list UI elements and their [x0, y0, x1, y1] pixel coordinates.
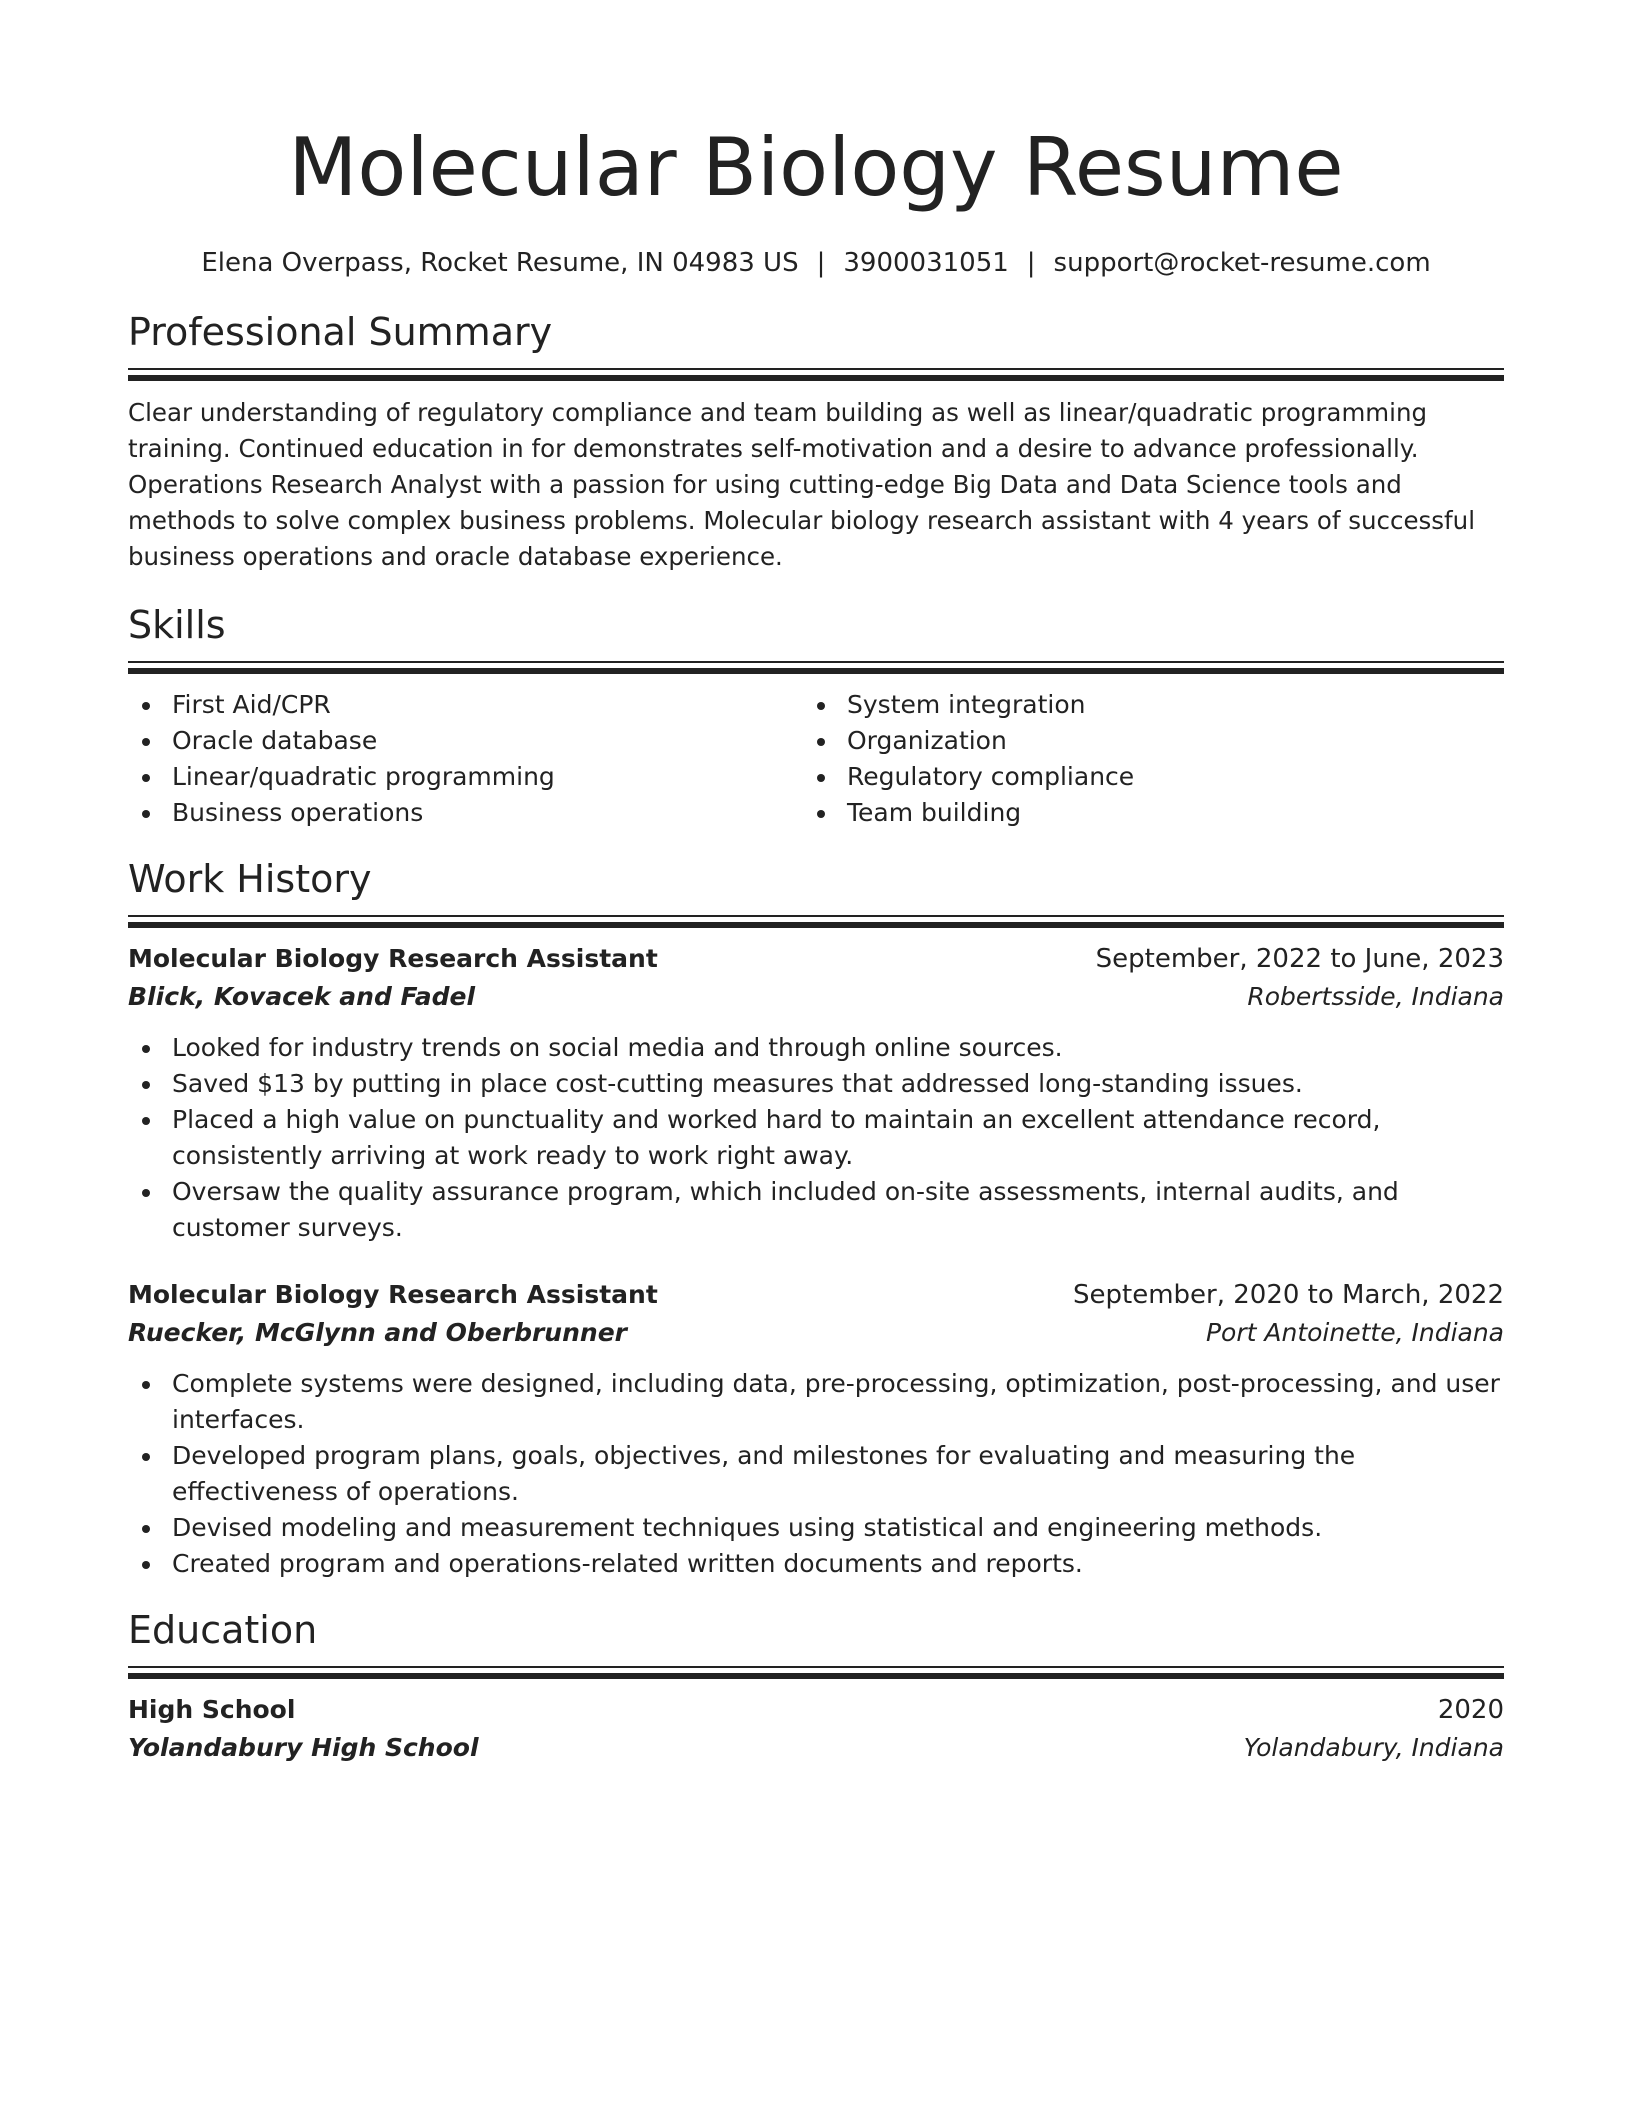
job-bullets	[128, 1030, 1504, 1246]
contact-separator: |	[816, 248, 826, 278]
education-entry	[128, 1691, 1504, 1767]
education-heading: Education	[128, 1608, 318, 1652]
job-location: Port Antoinette, Indiana	[1205, 1318, 1504, 1347]
job-entry	[128, 1276, 1504, 1582]
skill-item: Oracle database	[128, 723, 803, 759]
section-divider	[128, 661, 1504, 674]
section-divider	[128, 1666, 1504, 1679]
education-location: Yolandabury, Indiana	[1243, 1733, 1504, 1762]
job-header-row	[128, 940, 1504, 978]
skills-heading: Skills	[128, 603, 226, 647]
job-bullet: Devised modeling and measurement techniques using statistical and engineering methods.	[128, 1510, 1504, 1546]
section-divider	[128, 915, 1504, 928]
education-section	[128, 1608, 1504, 1767]
job-header-row	[128, 1276, 1504, 1314]
job-bullet: Looked for industry trends on social media and through online sources.	[128, 1030, 1504, 1066]
job-company: Ruecker, McGlynn and Oberbrunner	[128, 1318, 627, 1347]
job-company: Blick, Kovacek and Fadel	[128, 982, 476, 1011]
skills-columns	[128, 687, 1504, 831]
skill-item: Business operations	[128, 795, 803, 831]
job-bullet: Placed a high value on punctuality and worked hard to maintain an excellent attendance record, consistently arriving at work ready to work right away.	[128, 1102, 1504, 1174]
contact-email: support@rocket-resume.com	[1053, 248, 1431, 278]
job-location: Robertsside, Indiana	[1247, 982, 1504, 1011]
work-section	[128, 857, 1504, 1582]
contact-phone: 3900031051	[843, 248, 1009, 278]
contact-line	[128, 246, 1504, 280]
resume-title: Molecular Biology Resume	[288, 121, 1344, 214]
job-bullet: Complete systems were designed, including data, pre-processing, optimization, post-processing, and user interfaces.	[128, 1366, 1504, 1438]
contact-address: Elena Overpass, Rocket Resume, IN 04983 US	[201, 248, 799, 278]
education-subheader-row	[128, 1729, 1504, 1767]
skill-item: Organization	[803, 723, 1504, 759]
job-title: Molecular Biology Research Assistant	[128, 944, 658, 973]
job-bullets	[128, 1366, 1504, 1582]
skill-item: First Aid/CPR	[128, 687, 803, 723]
job-dates: September, 2020 to March, 2022	[1073, 1280, 1504, 1310]
job-bullet: Oversaw the quality assurance program, which included on-site assessments, internal audits, and customer surveys.	[128, 1174, 1504, 1246]
skill-item: Regulatory compliance	[803, 759, 1504, 795]
job-entry	[128, 940, 1504, 1246]
education-degree: High School	[128, 1695, 296, 1724]
skills-section	[128, 603, 1504, 831]
job-bullet: Saved $13 by putting in place cost-cutting measures that addressed long-standing issues.	[128, 1066, 1504, 1102]
job-subheader-row	[128, 978, 1504, 1016]
education-header-row	[128, 1691, 1504, 1729]
summary-text: Clear understanding of regulatory compliance and team building as well as linear/quadratic programming training. Continued education in for demonstrates self-motivation and a desire to advance professionally. Operations Research Analyst with a passion for using cutting-edge Big Data and Data Science tools and methods to solve complex business problems. Molecular biology research assistant with 4 years of successful business operations and oracle database experience.	[128, 398, 1476, 571]
section-divider	[128, 368, 1504, 381]
education-year: 2020	[1437, 1695, 1504, 1725]
job-bullet: Created program and operations-related written documents and reports.	[128, 1546, 1504, 1582]
job-bullet: Developed program plans, goals, objectives, and milestones for evaluating and measuring the effectiveness of operations.	[128, 1438, 1504, 1510]
job-title: Molecular Biology Research Assistant	[128, 1280, 658, 1309]
contact-separator: |	[1026, 248, 1036, 278]
skill-item: Team building	[803, 795, 1504, 831]
summary-section	[128, 310, 1504, 575]
skills-list-left	[128, 687, 803, 831]
skill-item: System integration	[803, 687, 1504, 723]
skills-list-right	[803, 687, 1504, 831]
summary-heading: Professional Summary	[128, 310, 553, 354]
work-heading: Work History	[128, 857, 372, 901]
job-subheader-row	[128, 1314, 1504, 1352]
skill-item: Linear/quadratic programming	[128, 759, 803, 795]
education-school: Yolandabury High School	[128, 1733, 479, 1762]
job-dates: September, 2022 to June, 2023	[1095, 944, 1504, 974]
